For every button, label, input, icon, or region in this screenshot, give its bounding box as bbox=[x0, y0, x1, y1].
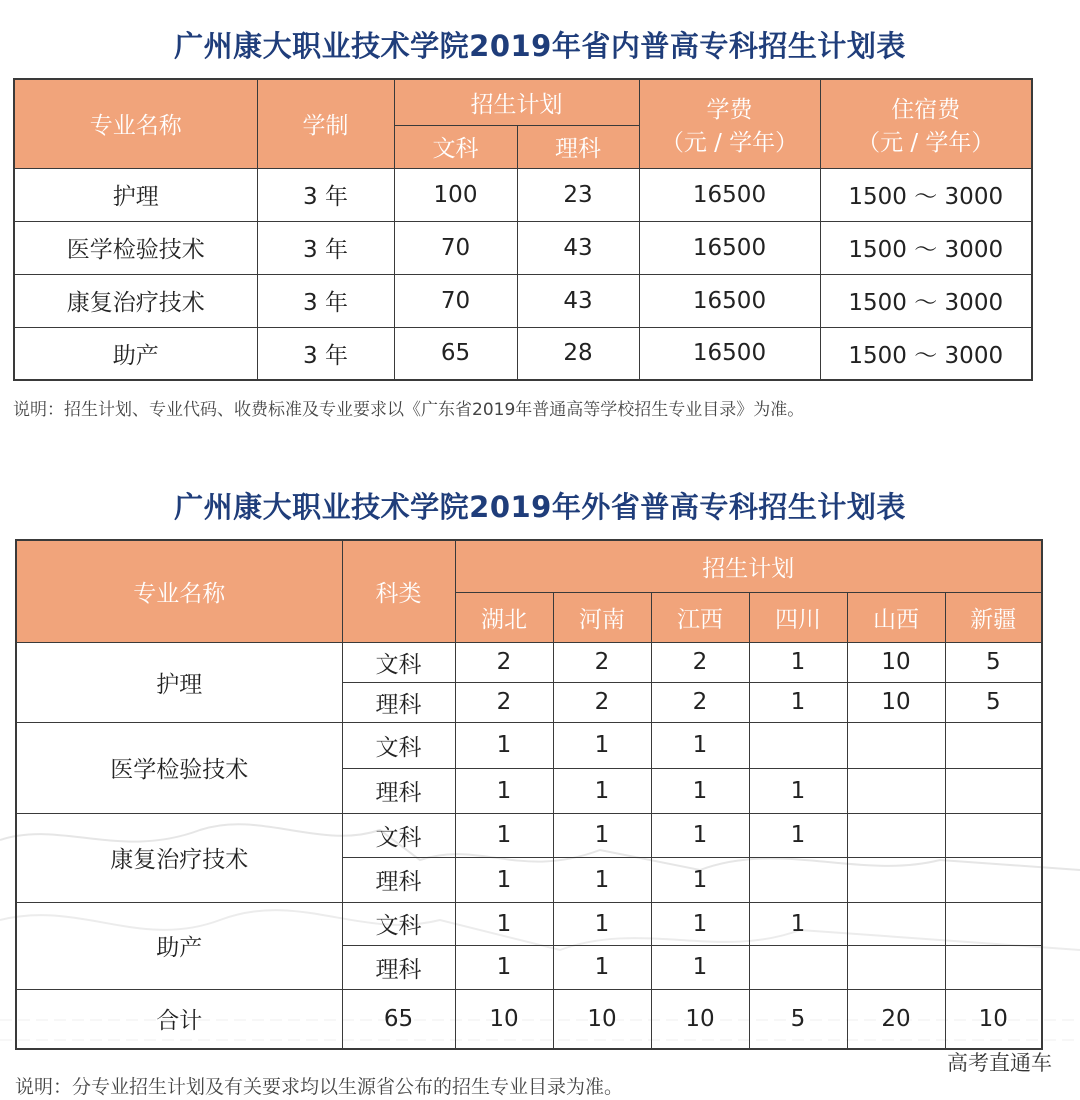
header-arts: 文科 bbox=[394, 125, 517, 168]
cell-science: 23 bbox=[517, 168, 639, 221]
total-row bbox=[16, 989, 1042, 1049]
cell-value: 1 bbox=[553, 768, 651, 813]
cell-arts: 100 bbox=[394, 168, 517, 221]
cell-value: 1 bbox=[553, 857, 651, 902]
header-plan: 招生计划 bbox=[394, 79, 639, 125]
cell-category: 理科 bbox=[342, 857, 455, 902]
cell-value: 1 bbox=[455, 857, 553, 902]
cell-major: 医学检验技术 bbox=[14, 221, 257, 274]
table1-note: 说明：招生计划、专业代码、收费标准及专业要求以《广东省2019年普通高等学校招生专业目录》为准。 bbox=[13, 400, 805, 420]
header-province: 江西 bbox=[651, 592, 749, 642]
header-province: 新疆 bbox=[945, 592, 1042, 642]
header-plan: 招生计划 bbox=[455, 540, 1042, 592]
cell-category: 文科 bbox=[342, 722, 455, 768]
cell-value bbox=[847, 722, 945, 768]
cell-arts: 70 bbox=[394, 274, 517, 327]
header-major: 专业名称 bbox=[14, 79, 257, 168]
header-province: 四川 bbox=[749, 592, 847, 642]
cell-value: 2 bbox=[651, 642, 749, 682]
table1-title: 广州康大职业技术学院2019年省内普高专科招生计划表 bbox=[174, 29, 906, 63]
in-province-plan-table bbox=[13, 78, 1033, 381]
cell-major: 助产 bbox=[16, 902, 342, 989]
cell-category: 文科 bbox=[342, 813, 455, 857]
cell-value: 1 bbox=[651, 722, 749, 768]
header-tuition bbox=[639, 79, 820, 168]
cell-value: 2 bbox=[455, 642, 553, 682]
cell-lodging: 1500 ～ 3000 bbox=[820, 274, 1032, 327]
cell-value: 1 bbox=[749, 902, 847, 945]
cell-total-label: 合计 bbox=[16, 989, 342, 1049]
cell-value: 1 bbox=[455, 813, 553, 857]
cell-value: 2 bbox=[651, 682, 749, 722]
cell-lodging: 1500 ～ 3000 bbox=[820, 168, 1032, 221]
table-row bbox=[14, 221, 1032, 274]
cell-value: 1 bbox=[553, 722, 651, 768]
cell-duration: 3 年 bbox=[257, 274, 394, 327]
cell-value bbox=[749, 945, 847, 989]
cell-value: 1 bbox=[651, 945, 749, 989]
cell-value: 2 bbox=[455, 682, 553, 722]
cell-value bbox=[945, 857, 1042, 902]
cell-value: 1 bbox=[455, 902, 553, 945]
cell-value bbox=[945, 902, 1042, 945]
cell-major: 医学检验技术 bbox=[16, 722, 342, 813]
header-science: 理科 bbox=[517, 125, 639, 168]
table-row bbox=[14, 274, 1032, 327]
cell-major: 康复治疗技术 bbox=[14, 274, 257, 327]
cell-tuition: 16500 bbox=[639, 327, 820, 380]
cell-duration: 3 年 bbox=[257, 168, 394, 221]
cell-tuition: 16500 bbox=[639, 168, 820, 221]
cell-total-value: 10 bbox=[553, 989, 651, 1049]
cell-total-value: 10 bbox=[455, 989, 553, 1049]
cell-arts: 70 bbox=[394, 221, 517, 274]
cell-science: 43 bbox=[517, 274, 639, 327]
header-duration: 学制 bbox=[257, 79, 394, 168]
cell-category: 理科 bbox=[342, 768, 455, 813]
cell-value: 1 bbox=[749, 813, 847, 857]
table-row bbox=[16, 902, 1042, 945]
header-category: 科类 bbox=[342, 540, 455, 642]
cell-value: 10 bbox=[847, 682, 945, 722]
cell-value: 1 bbox=[651, 902, 749, 945]
cell-value: 5 bbox=[945, 682, 1042, 722]
cell-value bbox=[945, 945, 1042, 989]
cell-value bbox=[847, 813, 945, 857]
header-province: 山西 bbox=[847, 592, 945, 642]
table-row bbox=[16, 642, 1042, 682]
cell-value: 1 bbox=[455, 722, 553, 768]
out-of-province-plan-table bbox=[15, 539, 1043, 1050]
cell-category: 理科 bbox=[342, 945, 455, 989]
header-lodging-line2: （元 / 学年） bbox=[857, 129, 995, 156]
header-tuition-line1: 学费 bbox=[706, 96, 753, 123]
cell-value: 2 bbox=[553, 682, 651, 722]
cell-science: 28 bbox=[517, 327, 639, 380]
table-row bbox=[14, 327, 1032, 380]
header-province: 湖北 bbox=[455, 592, 553, 642]
cell-major: 康复治疗技术 bbox=[16, 813, 342, 902]
cell-value bbox=[749, 857, 847, 902]
cell-total-value: 5 bbox=[749, 989, 847, 1049]
header-tuition-line2: （元 / 学年） bbox=[660, 129, 799, 156]
cell-value bbox=[847, 902, 945, 945]
cell-total-value: 20 bbox=[847, 989, 945, 1049]
cell-value: 1 bbox=[553, 902, 651, 945]
cell-tuition: 16500 bbox=[639, 274, 820, 327]
cell-arts: 65 bbox=[394, 327, 517, 380]
cell-major: 助产 bbox=[14, 327, 257, 380]
table-row bbox=[14, 168, 1032, 221]
cell-value: 10 bbox=[847, 642, 945, 682]
cell-value: 5 bbox=[945, 642, 1042, 682]
cell-value bbox=[847, 857, 945, 902]
header-lodging bbox=[820, 79, 1032, 168]
table2-title: 广州康大职业技术学院2019年外省普高专科招生计划表 bbox=[174, 490, 906, 524]
table-row bbox=[16, 813, 1042, 857]
header-major: 专业名称 bbox=[16, 540, 342, 642]
cell-total-sum: 65 bbox=[342, 989, 455, 1049]
cell-value bbox=[945, 768, 1042, 813]
cell-value bbox=[847, 945, 945, 989]
cell-value bbox=[749, 722, 847, 768]
cell-value: 1 bbox=[749, 768, 847, 813]
cell-value: 1 bbox=[651, 857, 749, 902]
cell-category: 理科 bbox=[342, 682, 455, 722]
cell-value: 1 bbox=[651, 768, 749, 813]
cell-category: 文科 bbox=[342, 902, 455, 945]
table-row bbox=[16, 722, 1042, 768]
cell-duration: 3 年 bbox=[257, 327, 394, 380]
cell-value: 1 bbox=[749, 642, 847, 682]
cell-value bbox=[945, 722, 1042, 768]
cell-value: 1 bbox=[749, 682, 847, 722]
header-lodging-line1: 住宿费 bbox=[891, 96, 961, 123]
cell-science: 43 bbox=[517, 221, 639, 274]
cell-value: 1 bbox=[455, 768, 553, 813]
cell-value: 2 bbox=[553, 642, 651, 682]
cell-value: 1 bbox=[651, 813, 749, 857]
header-province: 河南 bbox=[553, 592, 651, 642]
cell-value: 1 bbox=[553, 945, 651, 989]
cell-major: 护理 bbox=[16, 642, 342, 722]
table2-note: 说明：分专业招生计划及有关要求均以生源省公布的招生专业目录为准。 bbox=[15, 1076, 624, 1098]
watermark: 高考直通车 bbox=[947, 1051, 1052, 1075]
cell-duration: 3 年 bbox=[257, 221, 394, 274]
cell-total-value: 10 bbox=[651, 989, 749, 1049]
cell-major: 护理 bbox=[14, 168, 257, 221]
cell-value bbox=[945, 813, 1042, 857]
cell-value bbox=[847, 768, 945, 813]
cell-lodging: 1500 ～ 3000 bbox=[820, 327, 1032, 380]
cell-category: 文科 bbox=[342, 642, 455, 682]
cell-total-value: 10 bbox=[945, 989, 1042, 1049]
cell-value: 1 bbox=[455, 945, 553, 989]
cell-value: 1 bbox=[553, 813, 651, 857]
cell-tuition: 16500 bbox=[639, 221, 820, 274]
cell-lodging: 1500 ～ 3000 bbox=[820, 221, 1032, 274]
